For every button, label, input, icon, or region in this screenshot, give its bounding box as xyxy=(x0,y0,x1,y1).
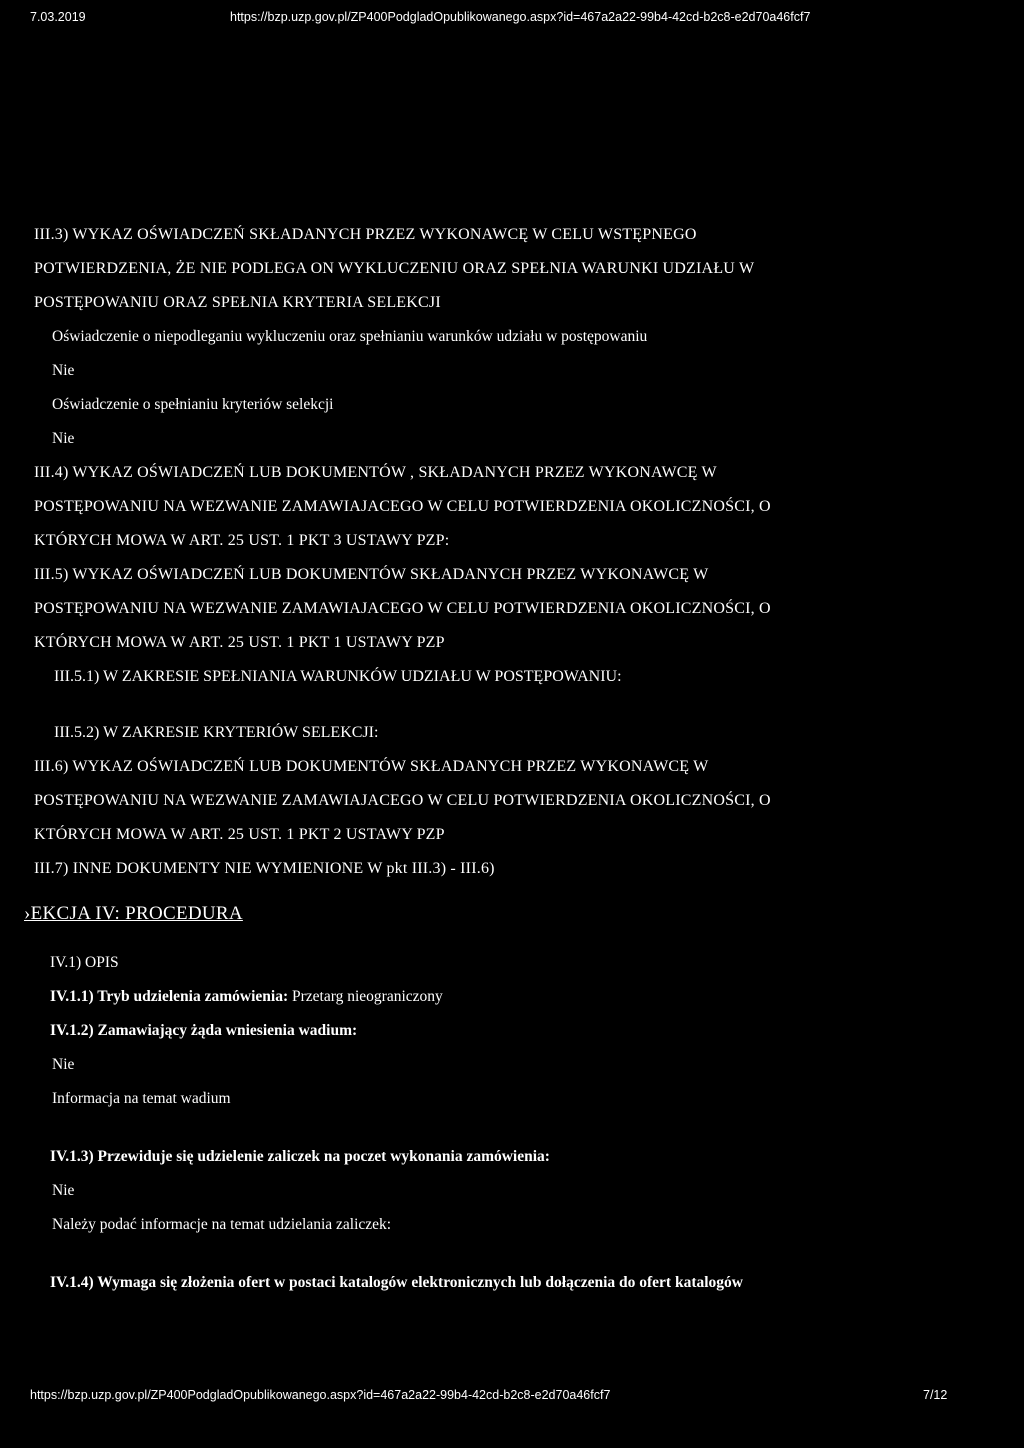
header-url: https://bzp.uzp.gov.pl/ZP400PodgladOpublikowanego.aspx?id=467a2a22-99b4-42cd-b2c8-e2d70a46fcf7 xyxy=(230,10,811,24)
iv11-value: Przetarg nieograniczony xyxy=(291,988,443,1005)
iv12-label-row xyxy=(34,1014,994,1048)
section-iii51-heading: III.5.1) W ZAKRESIE SPEŁNIANIA WARUNKÓW UDZIAŁU W POSTĘPOWANIU: xyxy=(54,668,622,685)
section-iii6-heading-line3: KTÓRYCH MOWA W ART. 25 UST. 1 PKT 2 USTAWY PZP xyxy=(34,826,445,843)
page-number: 7/12 xyxy=(923,1388,948,1402)
document-body xyxy=(24,218,994,1300)
section-iii6-heading-line1: III.6) WYKAZ OŚWIADCZEŃ LUB DOKUMENTÓW SKŁADANYCH PRZEZ WYKONAWCĘ W xyxy=(34,758,709,775)
section-iii4-heading-line1: III.4) WYKAZ OŚWIADCZEŃ LUB DOKUMENTÓW , SKŁADANYCH PRZEZ WYKONAWCĘ W xyxy=(34,464,717,481)
iv1-opis-heading: IV.1) OPIS xyxy=(50,954,119,971)
section-iii5-heading-line3: KTÓRYCH MOWA W ART. 25 UST. 1 PKT 1 USTAWY PZP xyxy=(34,634,445,651)
iv14-label-row xyxy=(34,1266,994,1300)
section-iii4-heading-line2: POSTĘPOWANIU NA WEZWANIE ZAMAWIAJACEGO W CELU POTWIERDZENIA OKOLICZNOŚCI, O xyxy=(34,498,771,515)
question-selection-criteria: Oświadczenie o spełnianiu kryteriów selekcji xyxy=(52,396,334,413)
iv13-value: Nie xyxy=(52,1182,75,1199)
section-iii5-heading-line2: POSTĘPOWANIU NA WEZWANIE ZAMAWIAJACEGO W CELU POTWIERDZENIA OKOLICZNOŚCI, O xyxy=(34,600,771,617)
iv12-value: Nie xyxy=(52,1056,75,1073)
footer-url: https://bzp.uzp.gov.pl/ZP400PodgladOpublikowanego.aspx?id=467a2a22-99b4-42cd-b2c8-e2d70a46fcf7 xyxy=(30,1388,611,1402)
answer-exclusion-statement: Nie xyxy=(52,362,75,379)
spacer xyxy=(34,1116,994,1140)
section-iii6-heading-line2: POSTĘPOWANIU NA WEZWANIE ZAMAWIAJACEGO W CELU POTWIERDZENIA OKOLICZNOŚCI, O xyxy=(34,792,771,809)
answer-selection-criteria: Nie xyxy=(52,430,75,447)
print-date: 7.03.2019 xyxy=(30,10,86,24)
iv11-label: IV.1.1) Tryb udzielenia zamówienia: xyxy=(50,988,289,1005)
iv14-label: IV.1.4) Wymaga się złożenia ofert w postaci katalogów elektronicznych lub dołączenia do ofert katalogów xyxy=(50,1274,743,1291)
section-iii3-heading-line2: POTWIERDZENIA, ŻE NIE PODLEGA ON WYKLUCZENIU ORAZ SPEŁNIA WARUNKI UDZIAŁU W xyxy=(34,260,755,277)
section-iii3-heading-line1: III.3) WYKAZ OŚWIADCZEŃ SKŁADANYCH PRZEZ WYKONAWCĘ W CELU WSTĘPNEGO xyxy=(34,226,697,243)
section-iii52-heading: III.5.2) W ZAKRESIE KRYTERIÓW SELEKCJI: xyxy=(54,724,379,741)
iv11-row xyxy=(34,980,994,1014)
section-iv-title: ›EKCJA IV: PROCEDURA xyxy=(24,903,243,924)
section-iii4-heading-line3: KTÓRYCH MOWA W ART. 25 UST. 1 PKT 3 USTAWY PZP: xyxy=(34,532,450,549)
iv13-info: Należy podać informacje na temat udzielania zaliczek: xyxy=(52,1216,392,1233)
iv13-label-row xyxy=(34,1140,994,1174)
section-iii5-heading-line1: III.5) WYKAZ OŚWIADCZEŃ LUB DOKUMENTÓW SKŁADANYCH PRZEZ WYKONAWCĘ W xyxy=(34,566,709,583)
question-exclusion-statement: Oświadczenie o niepodleganiu wykluczeniu oraz spełnianiu warunków udziału w postępowaniu xyxy=(52,328,648,345)
spacer xyxy=(34,694,994,716)
iv12-label: IV.1.2) Zamawiający żąda wniesienia wadium: xyxy=(50,1022,358,1039)
spacer xyxy=(34,1242,994,1266)
iv12-info: Informacja na temat wadium xyxy=(52,1090,231,1107)
iv13-label: IV.1.3) Przewiduje się udzielenie zaliczek na poczet wykonania zamówienia: xyxy=(50,1148,550,1165)
section-iii7-heading: III.7) INNE DOKUMENTY NIE WYMIENIONE W pkt III.3) - III.6) xyxy=(34,860,495,877)
section-iii3-heading-line3: POSTĘPOWANIU ORAZ SPEŁNIA KRYTERIA SELEKCJI xyxy=(34,294,441,311)
